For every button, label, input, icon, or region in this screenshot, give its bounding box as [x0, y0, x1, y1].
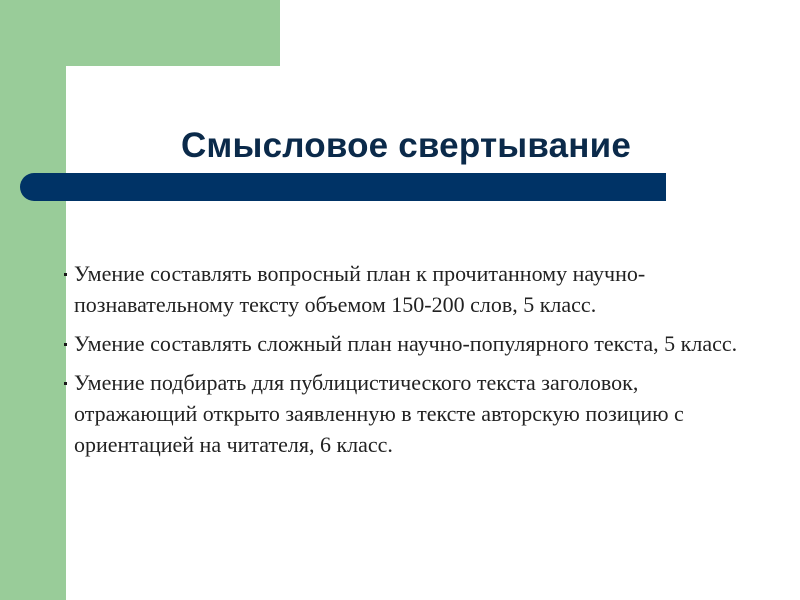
slide-title: Смысловое свертывание [180, 126, 632, 165]
bullet-item-1 [64, 258, 764, 320]
bullet-item-3 [64, 367, 764, 460]
bullet-marker-icon [64, 343, 67, 346]
top-accent-block [0, 0, 280, 66]
bullet-text: Умение подбирать для публицистического текста заголовок, отражающий открыто заявленную в тексте авторскую позицию с ориентацией на читателя, 6 класс. [74, 370, 684, 457]
bullet-text: Умение составлять вопросный план к прочитанному научно-познавательному тексту объемом 150-200 слов, 5 класс. [74, 261, 646, 317]
title-underline-bar [20, 173, 666, 201]
bullet-marker-icon [64, 273, 67, 276]
bullet-marker-icon [64, 382, 67, 385]
bullet-item-2 [64, 328, 764, 359]
left-accent-bar [0, 0, 66, 600]
bullet-list [64, 258, 764, 468]
bullet-text: Умение составлять сложный план научно-популярного текста, 5 класс. [74, 331, 738, 356]
